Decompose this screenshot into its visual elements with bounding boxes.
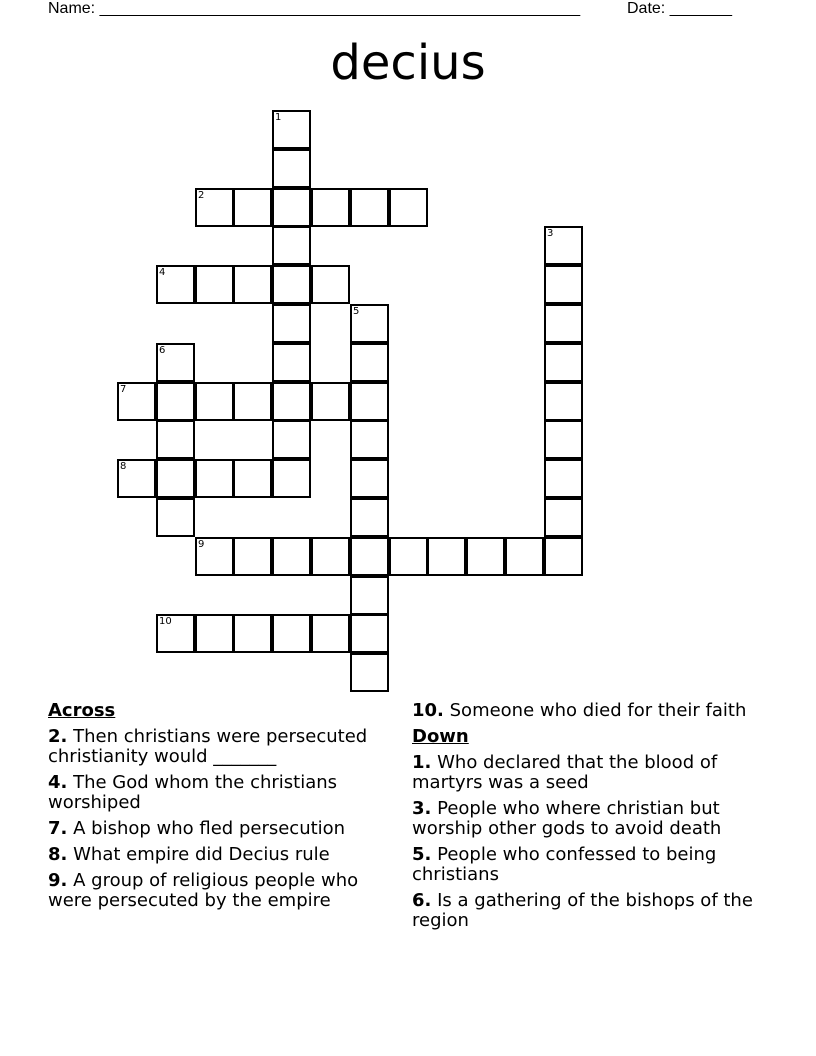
grid-cell[interactable]	[389, 537, 428, 576]
grid-cell[interactable]	[272, 537, 311, 576]
clue-text: What empire did Decius rule	[73, 844, 330, 865]
grid-cell[interactable]	[389, 188, 428, 227]
grid-cell[interactable]	[544, 537, 583, 576]
grid-cell[interactable]	[466, 537, 505, 576]
grid-cell[interactable]	[156, 498, 195, 537]
clue-across-7	[48, 819, 398, 839]
grid-cell[interactable]	[350, 382, 389, 421]
cell-number: 8	[120, 461, 127, 472]
grid-cell[interactable]	[272, 188, 311, 227]
clue-down-6	[412, 891, 757, 931]
clue-across-4	[48, 773, 398, 813]
clue-text: Is a gathering of the bishops of the region	[412, 890, 753, 931]
grid-cell[interactable]	[350, 653, 389, 692]
grid-cell[interactable]	[195, 459, 234, 498]
grid-cell[interactable]	[272, 382, 311, 421]
grid-cell[interactable]	[156, 614, 195, 653]
grid-cell[interactable]	[233, 459, 272, 498]
grid-cell[interactable]	[272, 110, 311, 149]
clue-number: 7.	[48, 818, 68, 839]
clue-text: A group of religious people who were persecuted by the empire	[48, 870, 359, 911]
grid-cell[interactable]	[156, 420, 195, 459]
grid-cell[interactable]	[272, 420, 311, 459]
cell-number: 1	[275, 112, 282, 123]
grid-cell[interactable]	[350, 343, 389, 382]
clue-text: People who confessed to being christians	[412, 844, 717, 885]
clue-across-9	[48, 871, 398, 911]
clue-number: 2.	[48, 726, 68, 747]
grid-cell[interactable]	[350, 188, 389, 227]
clue-text: People who where christian but worship other gods to avoid death	[412, 798, 722, 839]
grid-cell[interactable]	[311, 188, 350, 227]
grid-cell[interactable]	[272, 226, 311, 265]
clue-number: 10.	[412, 700, 444, 721]
grid-cell[interactable]	[544, 226, 583, 265]
grid-cell[interactable]	[117, 382, 156, 421]
grid-cell[interactable]	[195, 265, 234, 304]
clue-number: 3.	[412, 798, 432, 819]
grid-cell[interactable]	[311, 614, 350, 653]
grid-cell[interactable]	[544, 420, 583, 459]
cell-number: 3	[547, 228, 554, 239]
grid-cell[interactable]	[195, 537, 234, 576]
grid-cell[interactable]	[156, 265, 195, 304]
grid-cell[interactable]	[311, 382, 350, 421]
grid-cell[interactable]	[350, 537, 389, 576]
clues-left-column	[48, 701, 398, 917]
down-heading: Down	[412, 726, 469, 747]
cell-number: 4	[159, 267, 166, 278]
grid-cell[interactable]	[195, 614, 234, 653]
grid-cell[interactable]	[311, 537, 350, 576]
clue-text: Who declared that the blood of martyrs was a seed	[412, 752, 718, 793]
grid-cell[interactable]	[272, 149, 311, 188]
grid-cell[interactable]	[195, 382, 234, 421]
grid-cell[interactable]	[233, 265, 272, 304]
date-field-label: Date: _______	[627, 0, 732, 17]
grid-cell[interactable]	[272, 343, 311, 382]
clue-number: 1.	[412, 752, 432, 773]
grid-cell[interactable]	[544, 304, 583, 343]
clue-number: 9.	[48, 870, 68, 891]
clue-text: Someone who died for their faith	[449, 700, 747, 721]
grid-cell[interactable]	[272, 304, 311, 343]
grid-cell[interactable]	[272, 265, 311, 304]
grid-cell[interactable]	[350, 498, 389, 537]
grid-cell[interactable]	[427, 537, 466, 576]
grid-cell[interactable]	[544, 382, 583, 421]
cell-number: 9	[198, 539, 205, 550]
puzzle-title: decius	[330, 35, 486, 91]
clue-number: 8.	[48, 844, 68, 865]
clue-text: A bishop who fled persecution	[73, 818, 346, 839]
clue-number: 6.	[412, 890, 432, 911]
grid-cell[interactable]	[350, 614, 389, 653]
grid-cell[interactable]	[233, 537, 272, 576]
grid-cell[interactable]	[544, 265, 583, 304]
cell-number: 10	[159, 616, 172, 627]
grid-cell[interactable]	[272, 614, 311, 653]
clue-down-5	[412, 845, 757, 885]
grid-cell[interactable]	[117, 459, 156, 498]
clue-down-1	[412, 753, 757, 793]
clue-down-3	[412, 799, 757, 839]
grid-cell[interactable]	[156, 343, 195, 382]
name-field-label: Name: ______________________________________________________	[48, 0, 581, 17]
grid-cell[interactable]	[156, 459, 195, 498]
grid-cell[interactable]	[233, 188, 272, 227]
grid-cell[interactable]	[233, 614, 272, 653]
grid-cell[interactable]	[272, 459, 311, 498]
grid-cell[interactable]	[350, 459, 389, 498]
cell-number: 5	[353, 306, 360, 317]
cell-number: 6	[159, 345, 166, 356]
clue-text: Then christians were persecuted christianity would _______	[48, 726, 368, 767]
grid-cell[interactable]	[350, 304, 389, 343]
grid-cell[interactable]	[195, 188, 234, 227]
grid-cell[interactable]	[350, 420, 389, 459]
grid-cell[interactable]	[233, 382, 272, 421]
grid-cell[interactable]	[311, 265, 350, 304]
clue-across-10	[412, 701, 757, 721]
clues-right-column	[412, 701, 757, 937]
grid-cell[interactable]	[156, 382, 195, 421]
cell-number: 7	[120, 384, 127, 395]
grid-cell[interactable]	[350, 576, 389, 615]
clue-number: 5.	[412, 844, 432, 865]
grid-cell[interactable]	[544, 498, 583, 537]
clue-across-2	[48, 727, 398, 767]
grid-cell[interactable]	[544, 459, 583, 498]
cell-number: 2	[198, 190, 205, 201]
clue-number: 4.	[48, 772, 68, 793]
across-heading: Across	[48, 700, 116, 721]
clue-across-8	[48, 845, 398, 865]
grid-cell[interactable]	[505, 537, 544, 576]
clue-text: The God whom the christians worshiped	[48, 772, 338, 813]
grid-cell[interactable]	[544, 343, 583, 382]
